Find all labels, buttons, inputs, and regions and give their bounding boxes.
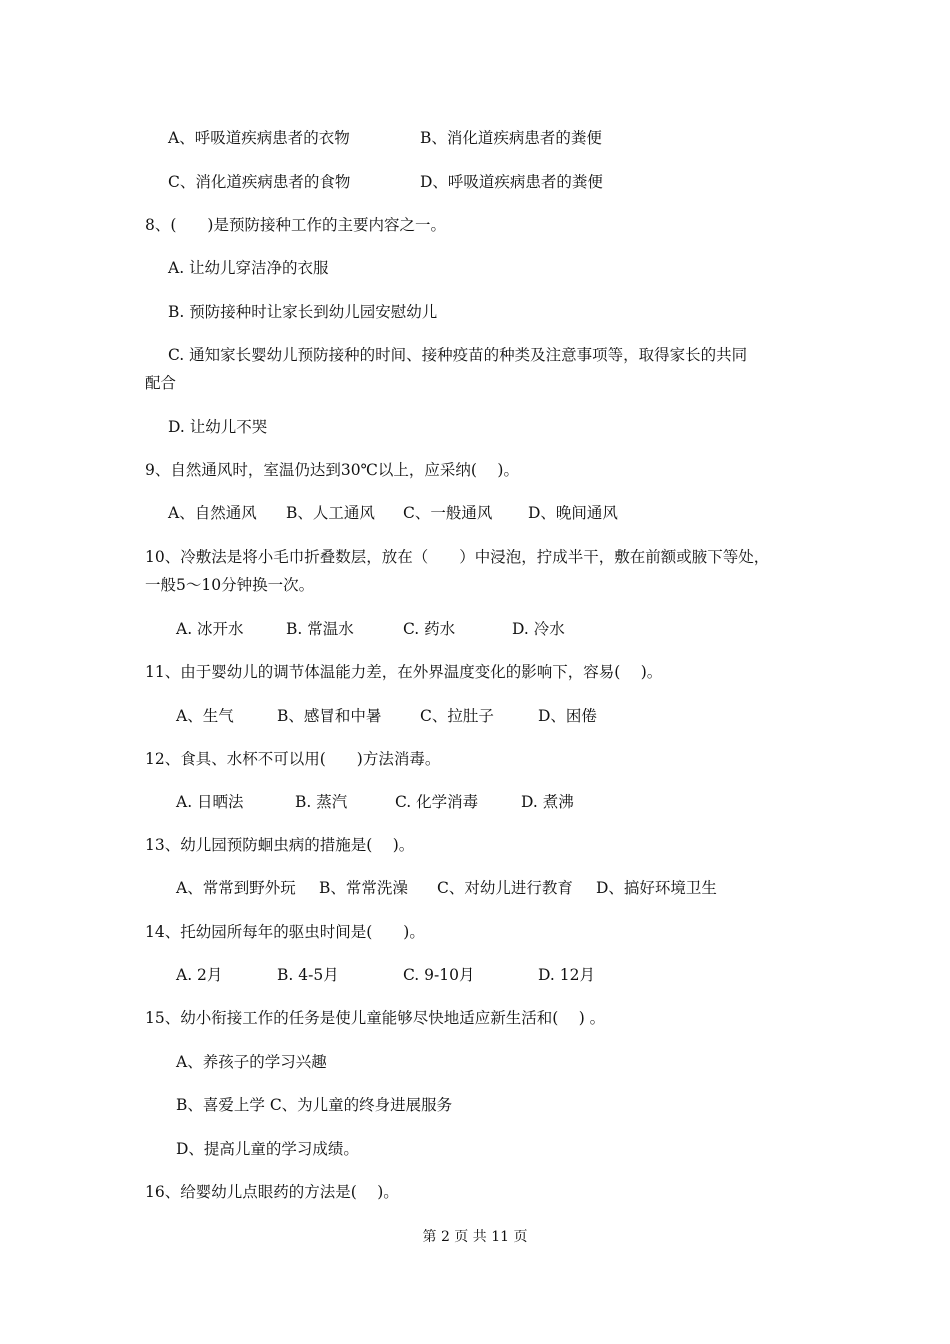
q14-option-d: D. 12月 bbox=[538, 966, 595, 984]
q9-option-c: C、一般通风 bbox=[403, 504, 493, 522]
q12-stem: 12、食具、水杯不可以用( )方法消毒。 bbox=[145, 750, 441, 768]
q9-option-d: D、晚间通风 bbox=[528, 504, 618, 522]
q10-option-d: D. 冷水 bbox=[512, 620, 565, 638]
q8-option-a: A. 让幼儿穿洁净的衣服 bbox=[168, 259, 329, 277]
q10-option-b: B. 常温水 bbox=[286, 620, 354, 638]
q13-stem: 13、幼儿园预防蛔虫病的措施是( )。 bbox=[145, 836, 415, 854]
q10-stem-line2: 一般5～10分钟换一次。 bbox=[145, 576, 315, 594]
q15-option-bc: B、喜爱上学 C、为儿童的终身进展服务 bbox=[176, 1096, 453, 1114]
q7-option-c: C、消化道疾病患者的食物 bbox=[168, 173, 351, 191]
q7-option-d: D、呼吸道疾病患者的粪便 bbox=[420, 173, 603, 191]
q8-option-c-line1: C. 通知家长婴幼儿预防接种的时间、接种疫苗的种类及注意事项等，取得家长的共同 bbox=[168, 346, 748, 364]
q12-option-a: A. 日晒法 bbox=[176, 793, 244, 811]
q11-stem: 11、由于婴幼儿的调节体温能力差，在外界温度变化的影响下，容易( )。 bbox=[145, 663, 663, 681]
q8-stem: 8、( )是预防接种工作的主要内容之一。 bbox=[145, 216, 446, 234]
q13-option-d: D、搞好环境卫生 bbox=[596, 879, 717, 897]
page-footer: 第 2 页 共 11 页 bbox=[422, 1229, 528, 1245]
q15-option-a: A、养孩子的学习兴趣 bbox=[176, 1053, 327, 1071]
q14-stem: 14、托幼园所每年的驱虫时间是( )。 bbox=[145, 923, 425, 941]
q15-option-d: D、提高儿童的学习成绩。 bbox=[176, 1140, 359, 1158]
q16-stem: 16、给婴幼儿点眼药的方法是( )。 bbox=[145, 1183, 399, 1201]
q10-option-c: C. 药水 bbox=[403, 620, 456, 638]
q12-option-c: C. 化学消毒 bbox=[395, 793, 479, 811]
q9-stem: 9、自然通风时，室温仍达到30℃以上，应采纳( )。 bbox=[145, 461, 519, 479]
q13-option-a: A、常常到野外玩 bbox=[176, 879, 296, 897]
q13-option-b: B、常常洗澡 bbox=[319, 879, 408, 897]
q14-option-b: B. 4-5月 bbox=[277, 966, 339, 984]
q11-option-b: B、感冒和中暑 bbox=[277, 707, 382, 725]
q12-option-b: B. 蒸汽 bbox=[295, 793, 348, 811]
q10-option-a: A. 冰开水 bbox=[176, 620, 244, 638]
q14-option-c: C. 9-10月 bbox=[403, 966, 475, 984]
q8-option-b: B. 预防接种时让家长到幼儿园安慰幼儿 bbox=[168, 303, 438, 321]
q11-option-d: D、困倦 bbox=[538, 707, 597, 725]
q7-option-a: A、呼吸道疾病患者的衣物 bbox=[168, 129, 350, 147]
q14-option-a: A. 2月 bbox=[176, 966, 223, 984]
q9-option-b: B、人工通风 bbox=[286, 504, 375, 522]
q8-option-d: D. 让幼儿不哭 bbox=[168, 418, 268, 436]
q11-option-a: A、生气 bbox=[176, 707, 234, 725]
q11-option-c: C、拉肚子 bbox=[420, 707, 494, 725]
q9-option-a: A、自然通风 bbox=[168, 504, 257, 522]
q15-stem: 15、幼小衔接工作的任务是使儿童能够尽快地适应新生活和( ) 。 bbox=[145, 1009, 606, 1027]
q7-option-b: B、消化道疾病患者的粪便 bbox=[420, 129, 602, 147]
q12-option-d: D. 煮沸 bbox=[521, 793, 574, 811]
q13-option-c: C、对幼儿进行教育 bbox=[437, 879, 573, 897]
q8-option-c-line2: 配合 bbox=[145, 374, 177, 392]
q10-stem-line1: 10、冷敷法是将小毛巾折叠数层，放在（ ）中浸泡，拧成半干，敷在前额或腋下等处， bbox=[145, 548, 770, 566]
